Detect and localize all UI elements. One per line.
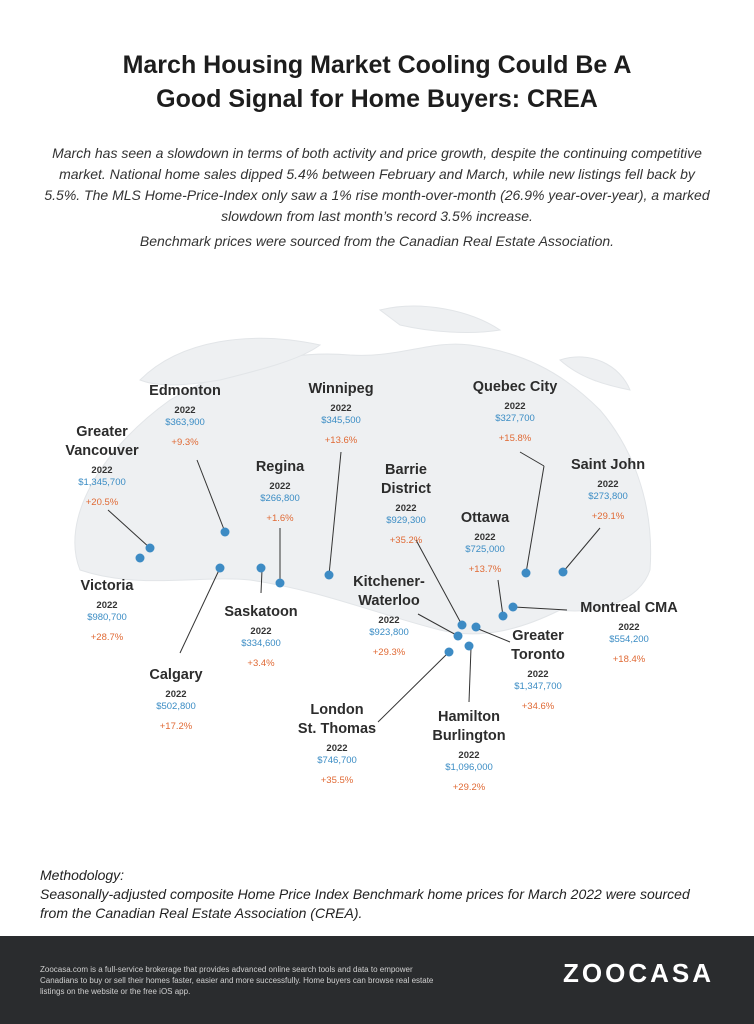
city-marker-greater-vancouver xyxy=(146,544,155,553)
city-price: $923,800 xyxy=(369,627,409,638)
city-year: 2022 xyxy=(165,689,187,700)
city-label-saskatoon xyxy=(196,603,326,669)
city-year: 2022 xyxy=(458,750,480,761)
city-price: $1,347,700 xyxy=(514,681,562,692)
city-price: $273,800 xyxy=(588,491,628,502)
city-price: $1,096,000 xyxy=(445,762,493,773)
city-change: +17.2% xyxy=(159,721,193,732)
city-label-calgary xyxy=(111,666,241,732)
city-name-line-1: Greater xyxy=(512,628,564,644)
city-change: +1.6% xyxy=(266,513,294,524)
city-year: 2022 xyxy=(96,600,118,611)
city-marker-ottawa xyxy=(499,612,508,621)
city-name-line-2: District xyxy=(381,481,431,497)
city-name-line-2: Toronto xyxy=(511,647,565,663)
city-price: $502,800 xyxy=(156,701,196,712)
city-name: Edmonton xyxy=(149,383,221,399)
city-change: +29.2% xyxy=(452,782,486,793)
city-label-winnipeg xyxy=(276,380,406,446)
city-label-hamilton-burlington xyxy=(404,708,534,793)
intro-paragraph: March has seen a slowdown in terms of both activity and price growth, despite the continuing competitive market. National home sales dipped 5.4% between February and March, while new listings fell back by 5.5%. The MLS Home-Price-Index only saw a 1% rise month-over-month (26.9% year-over-year), a marked slowdown from last month’s record 3.5% increase. xyxy=(44,145,710,224)
city-marker-montreal-cma xyxy=(509,603,518,612)
city-name: Calgary xyxy=(149,667,203,683)
city-name: Winnipeg xyxy=(308,381,374,397)
city-label-saint-john xyxy=(543,456,673,522)
city-marker-edmonton xyxy=(221,528,230,537)
city-year: 2022 xyxy=(395,503,417,514)
title-line-2: Good Signal for Home Buyers: CREA xyxy=(156,85,598,113)
city-name: Quebec City xyxy=(472,379,558,395)
city-name: Ottawa xyxy=(460,510,510,526)
city-name-line-1: Hamilton xyxy=(437,709,501,725)
city-marker-barrie-district xyxy=(458,621,467,630)
city-year: 2022 xyxy=(527,669,549,680)
city-price: $725,000 xyxy=(465,544,505,555)
city-marker-saint-john xyxy=(559,568,568,577)
city-name: Saint John xyxy=(570,457,646,473)
city-price: $746,700 xyxy=(317,755,357,766)
city-change: +15.8% xyxy=(498,433,532,444)
city-price: $327,700 xyxy=(495,413,535,424)
footer xyxy=(0,936,754,1024)
city-price: $929,300 xyxy=(386,515,426,526)
city-name: Victoria xyxy=(80,578,134,594)
city-label-regina xyxy=(215,458,345,524)
city-marker-regina xyxy=(276,579,285,588)
city-year: 2022 xyxy=(91,465,113,476)
city-change: +35.5% xyxy=(320,775,354,786)
methodology xyxy=(40,866,720,923)
city-change: +13.7% xyxy=(468,564,502,575)
city-change: +13.6% xyxy=(324,435,358,446)
methodology-text: Seasonally-adjusted composite Home Price Index Benchmark home prices for March 2022 were sourced from the Canadian Real Estate Association (CREA). xyxy=(40,886,690,921)
city-name-line-1: London xyxy=(310,702,364,718)
city-name-line-1: Barrie xyxy=(385,462,427,478)
city-label-ottawa xyxy=(420,509,550,575)
city-year: 2022 xyxy=(330,403,352,414)
city-price: $363,900 xyxy=(165,417,205,428)
city-label-kitchener-waterloo xyxy=(324,573,454,658)
city-price: $345,500 xyxy=(321,415,361,426)
city-year: 2022 xyxy=(269,481,291,492)
city-marker-kitchener-waterloo xyxy=(454,632,463,641)
city-change: +9.3% xyxy=(171,437,199,448)
city-year: 2022 xyxy=(250,626,272,637)
city-year: 2022 xyxy=(474,532,496,543)
city-price: $334,600 xyxy=(241,638,281,649)
city-price: $1,345,700 xyxy=(78,477,126,488)
city-name-line-1: Kitchener- xyxy=(353,574,425,590)
city-change: +28.7% xyxy=(90,632,124,643)
city-name: Regina xyxy=(255,459,305,475)
city-label-quebec-city xyxy=(450,378,580,444)
city-price: $980,700 xyxy=(87,612,127,623)
page-title xyxy=(0,48,754,116)
city-year: 2022 xyxy=(618,622,640,633)
city-name-line-1: Greater xyxy=(76,424,128,440)
city-change: +29.3% xyxy=(372,647,406,658)
city-change: +29.1% xyxy=(591,511,625,522)
city-name-line-2: St. Thomas xyxy=(297,721,377,737)
city-name-line-2: Vancouver xyxy=(65,443,139,459)
city-change: +35.2% xyxy=(389,535,423,546)
source-note: Benchmark prices were sourced from the Canadian Real Estate Association. xyxy=(139,233,615,249)
city-change: +20.5% xyxy=(85,497,119,508)
city-change: +34.6% xyxy=(521,701,555,712)
city-change: +18.4% xyxy=(612,654,646,665)
city-label-london-st-thomas xyxy=(272,701,402,786)
city-label-victoria xyxy=(42,577,172,643)
city-year: 2022 xyxy=(174,405,196,416)
footer-description: Zoocasa.com is a full-service brokerage that provides advanced online search tools and data to empower Canadians to buy or sell their homes faster, easier and more successfully. Home buyers can browse real estate listings on the website or the free iOS app. xyxy=(40,965,434,996)
city-price: $554,200 xyxy=(609,634,649,645)
city-name-line-2: Burlington xyxy=(432,728,506,744)
title-line-1: March Housing Market Cooling Could Be A xyxy=(122,51,632,79)
city-year: 2022 xyxy=(378,615,400,626)
zoocasa-logo: ZOOCASA xyxy=(563,958,714,988)
city-marker-saskatoon xyxy=(257,564,266,573)
city-price: $266,800 xyxy=(260,493,300,504)
city-label-greater-vancouver xyxy=(37,423,167,508)
city-marker-calgary xyxy=(216,564,225,573)
city-year: 2022 xyxy=(597,479,619,490)
city-year: 2022 xyxy=(326,743,348,754)
city-change: +3.4% xyxy=(247,658,275,669)
city-year: 2022 xyxy=(504,401,526,412)
city-name: Montreal CMA xyxy=(580,600,678,616)
methodology-label: Methodology: xyxy=(40,867,125,883)
city-name-line-2: Waterloo xyxy=(358,593,420,609)
city-label-greater-toronto xyxy=(473,627,603,712)
city-name: Saskatoon xyxy=(224,604,298,620)
city-marker-victoria xyxy=(136,554,145,563)
